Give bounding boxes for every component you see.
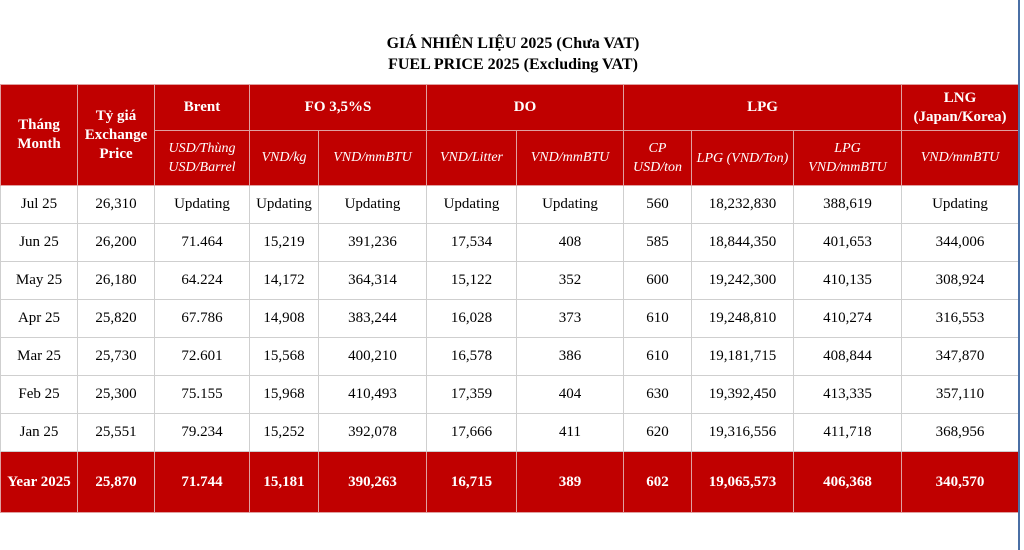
cell-lng: 316,553: [902, 300, 1019, 338]
cell-lpg-ton: 19,242,300: [692, 262, 794, 300]
cell-month: Jan 25: [1, 414, 78, 452]
cell-lpg-ton: 19,248,810: [692, 300, 794, 338]
cell-do-mmbtu: 386: [517, 338, 624, 376]
total-lpg-cp: 602: [624, 452, 692, 513]
total-row: [1, 452, 1019, 513]
cell-fo-kg: 15,219: [250, 224, 319, 262]
cell-lpg-mmbtu: 411,718: [794, 414, 902, 452]
cell-lpg-ton: 19,181,715: [692, 338, 794, 376]
cell-lpg-ton: 19,316,556: [692, 414, 794, 452]
table-row: [1, 338, 1019, 376]
table-row: [1, 224, 1019, 262]
total-fo-kg: 15,181: [250, 452, 319, 513]
cell-lpg-cp: 630: [624, 376, 692, 414]
title-vietnamese: GIÁ NHIÊN LIỆU 2025 (Chưa VAT): [386, 35, 640, 52]
fuel-price-table: [0, 84, 1019, 513]
cell-exchange: 26,310: [78, 186, 155, 224]
unit-do-mmbtu: VND/mmBTU: [517, 131, 624, 186]
cell-fo-mmbtu: 383,244: [319, 300, 427, 338]
cell-brent: Updating: [155, 186, 250, 224]
total-lpg-mmbtu: 406,368: [794, 452, 902, 513]
cell-brent: 71.464: [155, 224, 250, 262]
cell-fo-mmbtu: Updating: [319, 186, 427, 224]
cell-lpg-cp: 585: [624, 224, 692, 262]
cell-lpg-mmbtu: 410,274: [794, 300, 902, 338]
cell-lpg-ton: 18,844,350: [692, 224, 794, 262]
cell-fo-mmbtu: 410,493: [319, 376, 427, 414]
cell-exchange: 25,730: [78, 338, 155, 376]
cell-do-mmbtu: 373: [517, 300, 624, 338]
cell-lpg-ton: 19,392,450: [692, 376, 794, 414]
cell-fo-mmbtu: 364,314: [319, 262, 427, 300]
cell-month: Jul 25: [1, 186, 78, 224]
cell-fo-mmbtu: 400,210: [319, 338, 427, 376]
table-row: [1, 376, 1019, 414]
cell-lng: 344,006: [902, 224, 1019, 262]
table-row: [1, 414, 1019, 452]
cell-fo-kg: 15,568: [250, 338, 319, 376]
unit-fo-kg: VND/kg: [250, 131, 319, 186]
cell-month: Jun 25: [1, 224, 78, 262]
cell-brent: 64.224: [155, 262, 250, 300]
cell-month: Apr 25: [1, 300, 78, 338]
header-lng: LNG (Japan/Korea): [902, 85, 1019, 131]
cell-month: May 25: [1, 262, 78, 300]
cell-brent: 67.786: [155, 300, 250, 338]
cell-lpg-cp: 610: [624, 300, 692, 338]
cell-fo-kg: 14,908: [250, 300, 319, 338]
cell-lpg-cp: 620: [624, 414, 692, 452]
cell-fo-mmbtu: 391,236: [319, 224, 427, 262]
total-fo-mmbtu: 390,263: [319, 452, 427, 513]
cell-exchange: 25,820: [78, 300, 155, 338]
cell-month: Feb 25: [1, 376, 78, 414]
total-exchange: 25,870: [78, 452, 155, 513]
total-month: Year 2025: [1, 452, 78, 513]
cell-lng: Updating: [902, 186, 1019, 224]
cell-lpg-mmbtu: 388,619: [794, 186, 902, 224]
cell-lpg-mmbtu: 413,335: [794, 376, 902, 414]
cell-exchange: 26,180: [78, 262, 155, 300]
cell-do-litter: 17,534: [427, 224, 517, 262]
header-lpg: LPG: [624, 85, 902, 131]
unit-lpg-mmbtu: LPG VND/mmBTU: [794, 131, 902, 186]
cell-do-litter: 17,359: [427, 376, 517, 414]
unit-do-litter: VND/Litter: [427, 131, 517, 186]
cell-fo-mmbtu: 392,078: [319, 414, 427, 452]
unit-lng-mmbtu: VND/mmBTU: [902, 131, 1019, 186]
cell-brent: 75.155: [155, 376, 250, 414]
cell-fo-kg: Updating: [250, 186, 319, 224]
table-row: [1, 300, 1019, 338]
total-lpg-ton: 19,065,573: [692, 452, 794, 513]
total-lng: 340,570: [902, 452, 1019, 513]
table-row: [1, 262, 1019, 300]
cell-do-mmbtu: 408: [517, 224, 624, 262]
cell-do-litter: 17,666: [427, 414, 517, 452]
cell-lng: 308,924: [902, 262, 1019, 300]
cell-lpg-cp: 560: [624, 186, 692, 224]
cell-lng: 368,956: [902, 414, 1019, 452]
window-edge-divider: [1018, 0, 1020, 550]
cell-do-mmbtu: 411: [517, 414, 624, 452]
total-do-mmbtu: 389: [517, 452, 624, 513]
cell-do-mmbtu: Updating: [517, 186, 624, 224]
cell-do-mmbtu: 352: [517, 262, 624, 300]
cell-lpg-cp: 600: [624, 262, 692, 300]
table-row: [1, 186, 1019, 224]
cell-do-litter: 16,028: [427, 300, 517, 338]
cell-do-litter: 15,122: [427, 262, 517, 300]
header-fo: FO 3,5%S: [250, 85, 427, 131]
cell-brent: 72.601: [155, 338, 250, 376]
cell-exchange: 26,200: [78, 224, 155, 262]
total-brent: 71.744: [155, 452, 250, 513]
cell-lpg-mmbtu: 408,844: [794, 338, 902, 376]
cell-do-litter: Updating: [427, 186, 517, 224]
cell-lng: 357,110: [902, 376, 1019, 414]
cell-brent: 79.234: [155, 414, 250, 452]
cell-fo-kg: 15,968: [250, 376, 319, 414]
cell-lng: 347,870: [902, 338, 1019, 376]
unit-lpg-cp: CP USD/ton: [624, 131, 692, 186]
header-month: Tháng Month: [1, 85, 78, 186]
cell-lpg-mmbtu: 410,135: [794, 262, 902, 300]
header-brent: Brent: [155, 85, 250, 131]
unit-lpg-ton: LPG (VND/Ton): [692, 131, 794, 186]
cell-do-litter: 16,578: [427, 338, 517, 376]
cell-month: Mar 25: [1, 338, 78, 376]
cell-do-mmbtu: 404: [517, 376, 624, 414]
cell-fo-kg: 14,172: [250, 262, 319, 300]
cell-exchange: 25,300: [78, 376, 155, 414]
header-do: DO: [427, 85, 624, 131]
cell-lpg-cp: 610: [624, 338, 692, 376]
unit-brent: USD/Thùng USD/Barrel: [155, 131, 250, 186]
title-block: [0, 33, 1024, 75]
cell-exchange: 25,551: [78, 414, 155, 452]
title-english: FUEL PRICE 2025 (Excluding VAT): [388, 56, 638, 73]
cell-lpg-mmbtu: 401,653: [794, 224, 902, 262]
total-do-litter: 16,715: [427, 452, 517, 513]
header-row-main: [1, 85, 1019, 131]
table-body: [1, 186, 1019, 452]
cell-fo-kg: 15,252: [250, 414, 319, 452]
cell-lpg-ton: 18,232,830: [692, 186, 794, 224]
unit-fo-mmbtu: VND/mmBTU: [319, 131, 427, 186]
header-exchange: Tỷ giá Exchange Price: [78, 85, 155, 186]
